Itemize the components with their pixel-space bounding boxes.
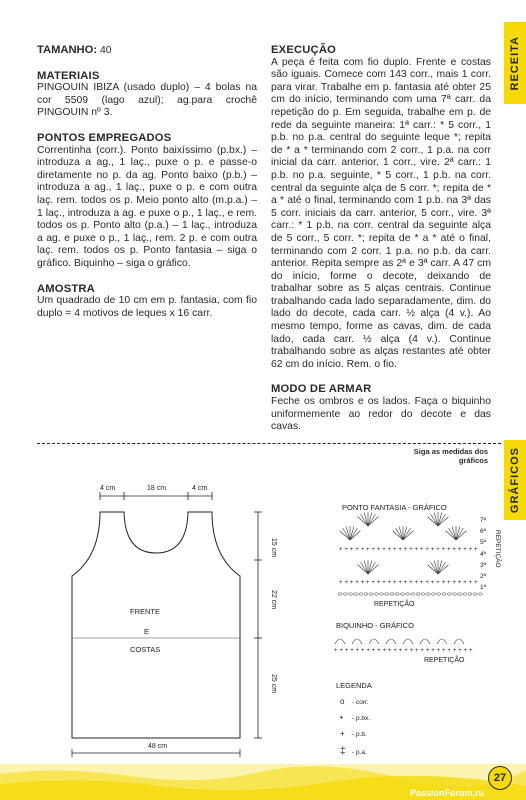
single-crochet-stitch: +	[355, 648, 360, 654]
chain-stitch	[359, 593, 363, 595]
watermark: PassionForum.ru	[410, 788, 485, 798]
chain-stitch	[374, 593, 378, 595]
picot-stitch	[420, 639, 430, 644]
garment-schematic	[30, 478, 290, 758]
single-crochet-stitch: +	[436, 547, 440, 553]
page-number: 27	[488, 766, 512, 790]
label-back: COSTAS	[130, 645, 161, 654]
single-crochet-stitch: +	[376, 580, 381, 586]
chain-stitch	[395, 593, 399, 595]
single-crochet-stitch: +	[366, 648, 370, 654]
single-crochet-stitch: +	[436, 580, 440, 586]
assembly-heading: MODO DE ARMAR	[271, 383, 372, 396]
legend-symbol-pbx: •	[340, 713, 343, 722]
sample-text: Um quadrado de 10 cm em p. fantasia, com fio duplo = 4 motivos de leques x 16 carr.	[37, 295, 257, 319]
chain-stitch	[437, 593, 441, 595]
single-crochet-stitch: +	[393, 648, 397, 654]
single-crochet-stitch: +	[452, 547, 456, 553]
single-crochet-stitch: +	[425, 648, 430, 654]
single-crochet-stitch: +	[474, 580, 478, 586]
legend-label-pa: - p.a.	[352, 749, 367, 756]
single-crochet-stitch: +	[403, 580, 408, 586]
single-crochet-stitch: +	[469, 648, 473, 654]
single-crochet-stitch: +	[447, 648, 451, 654]
single-crochet-stitch: +	[447, 547, 451, 553]
single-crochet-stitch: +	[344, 580, 348, 586]
chain-stitch	[421, 593, 425, 595]
stitch-charts	[320, 496, 502, 760]
single-crochet-stitch: +	[468, 547, 473, 553]
assembly-text: Feche os ombros e os lados. Faça o biquinho uniformemente ao redor do decote e das cavas.	[271, 396, 491, 433]
picot-stitch	[335, 639, 345, 644]
single-crochet-stitch: +	[355, 580, 359, 586]
single-crochet-stitch: +	[393, 580, 397, 586]
chain-stitch	[452, 593, 456, 595]
legend-label-pb: - p.b.	[352, 731, 367, 738]
section-divider	[37, 443, 501, 444]
single-crochet-stitch: +	[387, 580, 392, 586]
single-crochet-stitch: +	[430, 547, 435, 553]
chain-stitch	[343, 593, 347, 595]
chain-stitch	[432, 593, 436, 595]
single-crochet-stitch: +	[404, 648, 408, 654]
picot-stitch	[454, 639, 464, 644]
single-crochet-stitch: +	[414, 547, 419, 553]
single-crochet-stitch: +	[349, 580, 354, 586]
single-crochet-stitch: +	[409, 580, 413, 586]
row-label: 6ª	[480, 528, 487, 535]
single-crochet-stitch: +	[425, 547, 429, 553]
chain-stitch	[463, 593, 467, 595]
materials-heading: MATERIAIS	[37, 69, 100, 82]
chain-stitch	[478, 593, 482, 595]
chain-stitch	[411, 593, 415, 595]
single-crochet-stitch: +	[457, 580, 462, 586]
size-value: 40	[99, 45, 112, 56]
biquinho-repeat-label: REPETIÇÃO	[424, 657, 465, 664]
single-crochet-stitch: +	[441, 580, 446, 586]
chain-stitch	[426, 593, 430, 595]
legend-symbol-pa: ‡	[340, 746, 346, 757]
single-crochet-stitch: +	[355, 547, 359, 553]
chain-stitch	[473, 593, 477, 595]
single-crochet-stitch: +	[452, 580, 456, 586]
single-crochet-stitch: +	[388, 648, 392, 654]
single-crochet-stitch: +	[463, 648, 468, 654]
single-crochet-stitch: +	[403, 547, 408, 553]
single-crochet-stitch: +	[360, 547, 365, 553]
left-column	[37, 44, 257, 320]
picot-stitch	[369, 639, 379, 644]
single-crochet-stitch: +	[371, 648, 376, 654]
fantasy-chart	[338, 512, 482, 595]
dim-top: 15 cm	[270, 538, 277, 558]
picot-stitch	[403, 639, 413, 644]
chain-stitch	[416, 593, 420, 595]
single-crochet-stitch: +	[376, 547, 381, 553]
single-crochet-stitch: +	[344, 648, 349, 654]
single-crochet-stitch: +	[361, 648, 365, 654]
single-crochet-stitch: +	[382, 580, 386, 586]
chain-stitch	[442, 593, 446, 595]
row-label: 7ª	[480, 517, 487, 524]
chain-stitch	[338, 593, 342, 595]
dim-mid: 22 cm	[270, 590, 277, 610]
single-crochet-stitch: +	[452, 648, 457, 654]
chain-stitch	[380, 593, 384, 595]
single-crochet-stitch: +	[398, 547, 402, 553]
single-crochet-stitch: +	[349, 547, 354, 553]
dim-bottom: 25 cm	[270, 674, 277, 694]
single-crochet-stitch: +	[366, 580, 370, 586]
single-crochet-stitch: +	[442, 648, 446, 654]
single-crochet-stitch: +	[409, 547, 413, 553]
side-repeat-label: REPETIÇÃO	[494, 530, 501, 568]
chain-stitch	[468, 593, 472, 595]
single-crochet-stitch: +	[468, 580, 473, 586]
single-crochet-stitch: +	[377, 648, 381, 654]
single-crochet-stitch: +	[425, 580, 429, 586]
single-crochet-stitch: +	[360, 580, 365, 586]
chain-stitch	[400, 593, 404, 595]
single-crochet-stitch: +	[339, 547, 343, 553]
row-label: 4ª	[480, 551, 487, 558]
execution-text: A peça é feita com fio duplo. Frente e costas são iguais. Comece com 143 corr., mais 1 corr. para virar. Trabalhe em p. fantasia até obter 25 cm do início, terminando com uma 7ª carr. da repetição do p. Em seguida, trabalhe em p. de rede da seguinte maneira: 1ª carr.: * 5 corr., 1 p.b. no p.a. central do seguinte leque *; repita de * a * terminando com 2 corr., 1 p.a. na corr inicial da carr. anterior, 1 corr., vire. 2ª carr.: 1 p.b. no p.a. seguinte, * 5 corr., 1 p.b. na corr. central da seguinte alça de 5 corr. *; repita de * a * até o final, terminando com 1 p.b. na 3ª das 5 corr. iniciais da carr. anterior, 5 corr., vire. 3ª carr.: * 1 p.b. na corr. central da seguinte alça de 5 corr., 5 corr. *; repita de * a * até o final, terminando com 2 corr. 1 p.a. no p.b. da carr. anterior. Repita sempre as 2ª e 3ª carr. A 47 cm do início, forme o decote, deixando de trabalhar sobre as 5 alças centrais. Continue trabalhando cada lado separadamente, dim. do lado do decote, cada carr. ½ alça (4 v.). Ao mesmo tempo, forme as cavas, dim. de cada lado, cada carr. ½ alça (4 v.). Continue trabalhando sobre as alças restantes até obter 62 cm do início. Rem. o fio.	[271, 56, 491, 370]
single-crochet-stitch: +	[398, 580, 402, 586]
schematic-note: Siga as medidas dos gráficos	[413, 447, 488, 465]
single-crochet-stitch: +	[344, 547, 348, 553]
fantasy-chart-title: PONTO FANTASIA - GRÁFICO	[342, 503, 447, 512]
chain-stitch	[406, 593, 410, 595]
single-crochet-stitch: +	[371, 547, 375, 553]
single-crochet-stitch: +	[415, 648, 419, 654]
single-crochet-stitch: +	[350, 648, 354, 654]
single-crochet-stitch: +	[409, 648, 414, 654]
single-crochet-stitch: +	[431, 648, 435, 654]
chain-stitch	[390, 593, 394, 595]
dim-neck: 18 cm	[147, 485, 167, 492]
chain-stitch	[458, 593, 462, 595]
single-crochet-stitch: +	[458, 648, 462, 654]
row-label: 1ª	[480, 584, 487, 591]
points-text: Correntinha (corr.). Ponto baixíssimo (p.bx.) – introduza a ag., 1 laç., puxe o p. e passe-o diretamente no p. da ag. Ponto baixo (p.b.) – introduza a ag., 1 laç., puxe o p. e com outra laç. rem. todos os p. Meio ponto alto (m.p.a.) – 1 laç., introduza a ag. e puxe o p., 1 laç., e rem. todos os p. Ponto alto (p.a.) – 1 laç., introduza a ag. e puxe o p., 1 laç., rem. 2 p. e com outra laç. rem. todos os p. Ponto fantasia – siga o gráfico. Biquinho – siga o gráfico.	[37, 144, 257, 269]
biquinho-chart	[334, 639, 473, 654]
single-crochet-stitch: +	[366, 547, 370, 553]
single-crochet-stitch: +	[420, 547, 424, 553]
graficos-tab	[504, 440, 526, 520]
fantasy-repeat-label: REPETIÇÃO	[374, 601, 415, 608]
single-crochet-stitch: +	[339, 580, 343, 586]
picot-stitch	[386, 639, 396, 644]
label-and: E	[144, 627, 150, 636]
chain-stitch	[385, 593, 389, 595]
picot-stitch	[352, 639, 362, 644]
chain-stitch	[447, 593, 451, 595]
chain-stitch	[354, 593, 358, 595]
receita-tab	[504, 22, 526, 104]
row-label: 3ª	[480, 562, 487, 569]
legend	[340, 697, 370, 757]
points-heading: PONTOS EMPREGADOS	[37, 131, 172, 144]
size-line	[37, 44, 257, 58]
right-column	[271, 44, 491, 434]
single-crochet-stitch: +	[463, 580, 467, 586]
size-label: TAMANHO:	[37, 44, 98, 56]
graficos-tab-label: GRÁFICOS	[509, 446, 521, 514]
dim-strap-left: 4 cm	[100, 485, 116, 492]
single-crochet-stitch: +	[334, 648, 338, 654]
single-crochet-stitch: +	[398, 648, 403, 654]
single-crochet-stitch: +	[457, 547, 462, 553]
row-label: 5ª	[480, 539, 487, 546]
row-label: 2ª	[480, 573, 487, 580]
single-crochet-stitch: +	[447, 580, 451, 586]
chain-stitch	[348, 593, 352, 595]
execution-heading: EXECUÇÃO	[271, 44, 337, 56]
legend-label-corr: - corr.	[352, 699, 369, 706]
materials-text: PINGOUIN IBIZA (usado duplo) – 4 bolas na cor 5509 (lago azul); ag.para crochê PINGOUIN nº 3.	[37, 82, 257, 119]
single-crochet-stitch: +	[382, 648, 387, 654]
dim-strap-right: 4 cm	[192, 485, 208, 492]
single-crochet-stitch: +	[339, 648, 343, 654]
single-crochet-stitch: +	[393, 547, 397, 553]
single-crochet-stitch: +	[414, 580, 419, 586]
single-crochet-stitch: +	[387, 547, 392, 553]
legend-symbol-corr: o	[340, 697, 345, 706]
legend-label-pbx: - p.bx.	[352, 715, 371, 722]
single-crochet-stitch: +	[441, 547, 446, 553]
sample-heading: AMOSTRA	[37, 282, 95, 295]
picot-stitch	[437, 639, 447, 644]
single-crochet-stitch: +	[474, 547, 478, 553]
biquinho-chart-title: BIQUINHO - GRÁFICO	[336, 621, 414, 630]
legend-title: LEGENDA	[336, 681, 372, 690]
chain-stitch	[364, 593, 368, 595]
chain-stitch	[369, 593, 373, 595]
single-crochet-stitch: +	[463, 547, 467, 553]
single-crochet-stitch: +	[420, 580, 424, 586]
legend-symbol-pb: +	[340, 729, 345, 738]
label-front: FRENTE	[130, 607, 160, 616]
garment-outline	[72, 512, 240, 738]
single-crochet-stitch: +	[430, 580, 435, 586]
single-crochet-stitch: +	[371, 580, 375, 586]
single-crochet-stitch: +	[420, 648, 424, 654]
dim-width: 48 cm	[148, 743, 168, 750]
single-crochet-stitch: +	[436, 648, 441, 654]
single-crochet-stitch: +	[382, 547, 386, 553]
receita-tab-label: RECEITA	[509, 35, 521, 91]
